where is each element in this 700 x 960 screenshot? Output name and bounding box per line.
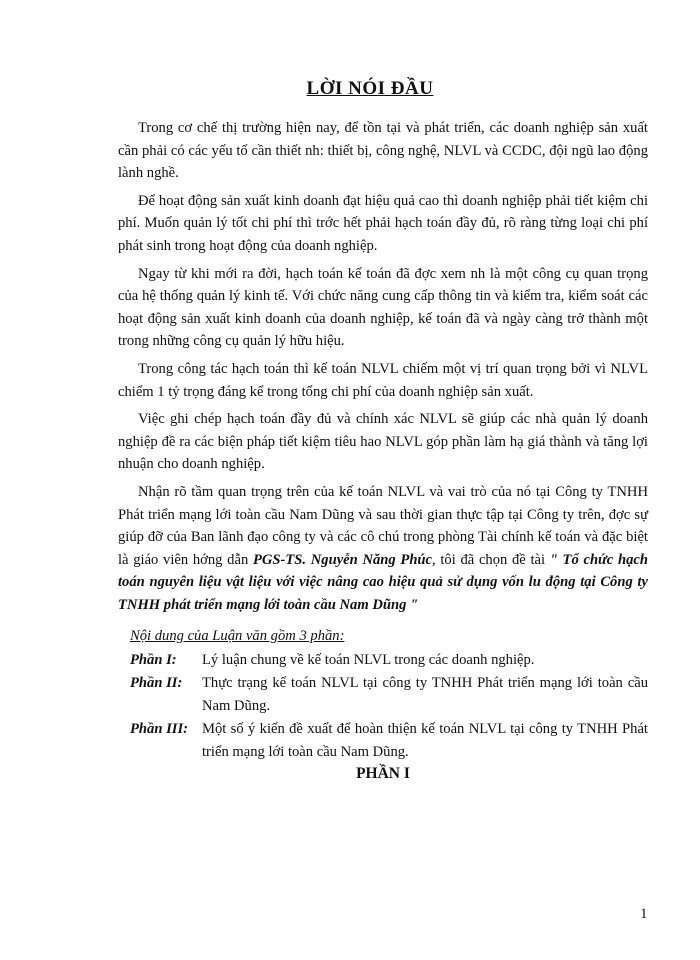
part-label: Phần I: (130, 651, 177, 668)
part-description: Thực trạng kế toán NLVL tại công ty TNHH Phát triển mạng lới toàn cầu Nam Dũng. (202, 675, 648, 714)
page-number: 1 (640, 906, 648, 922)
final-intro-text: Nhận rõ tầm quan trọng trên của kế toán NLVL và vai trò của nó tại Công ty TNHH Phát triển mạng lới toàn cầu Nam Dũng và sau thời gian thực tập tại Công ty trên, đợc sự giúp đỡ của Ban lãnh đạo công ty và các cô chú trong phòng Tài chính kế toán và đặc biệt là giáo viên hớng dẫn (118, 483, 648, 568)
paragraph: Để hoạt động sản xuất kinh doanh đạt hiệu quả cao thì doanh nghiệp phải tiết kiệm chi phí. Muốn quản lý tốt chi phí thì trớc hết phải hạch toán đầy đủ, rõ ràng từng loại chi phí phát sinh trong hoạt động của doanh nghiệp. (118, 192, 648, 254)
document-title: LỜI NÓI ĐẦU (306, 78, 434, 99)
paragraph-final (118, 481, 648, 617)
paragraph: Ngay từ khi mới ra đời, hạch toán kế toán đã đợc xem nh là một công cụ quan trọng của hệ thống quản lý kinh tế. Với chức năng cung cấp thông tin và kiểm tra, kiểm soát các hoạt động sản xuất kinh doanh của doanh nghiệp, kế toán đã và ngày càng trở thành một trong những công cụ quản lý hữu hiệu. (118, 265, 648, 350)
paragraph: Trong công tác hạch toán thì kế toán NLVL chiếm một vị trí quan trọng bởi vì NLVL chiếm 1 tỷ trọng đáng kể trong tổng chi phí của doanh nghiệp sản xuất. (118, 360, 648, 400)
part-description: Lý luận chung về kế toán NLVL trong các doanh nghiệp. (202, 651, 535, 668)
thesis-topic: " Tổ chức hạch toán nguyên liệu vật liệu với việc nâng cao hiệu quả sử dụng vốn lu động tại Công ty TNHH phát triển mạng lới toàn cầu Nam Dũng " (118, 551, 648, 613)
part-label: Phần II: (130, 675, 183, 692)
contents-heading: Nội dung của Luận văn gồm 3 phần: (130, 628, 345, 644)
part-item (130, 718, 648, 763)
contents-section (130, 625, 648, 765)
part-item (130, 672, 648, 717)
final-middle-text: , tôi đã chọn đề tài (432, 551, 550, 568)
part-label: Phần III: (130, 721, 188, 738)
part-one-heading: PHẦN I (356, 765, 410, 782)
paragraph: Việc ghi chép hạch toán đầy đủ và chính xác NLVL sẽ giúp các nhà quản lý doanh nghiệp đề ra các biện pháp tiết kiệm tiêu hao NLVL góp phần làm hạ giá thành và tăng lợi nhuận cho doanh nghiệp. (118, 411, 648, 473)
part-description: Một số ý kiến đề xuất để hoàn thiện kế toán NLVL tại công ty TNHH Phát triển mạng lới toàn cầu Nam Dũng. (202, 721, 648, 760)
part-item (130, 649, 648, 672)
advisor-name: PGS-TS. Nguyễn Năng Phúc (252, 551, 433, 568)
paragraph: Trong cơ chế thị trường hiện nay, để tồn tại và phát triển, các doanh nghiệp sản xuất cần phải có các yếu tố cần thiết nh: thiết bị, công nghệ, NLVL và CCDC, đội ngũ lao động lành nghề. (118, 120, 648, 182)
preface-body (118, 117, 648, 616)
